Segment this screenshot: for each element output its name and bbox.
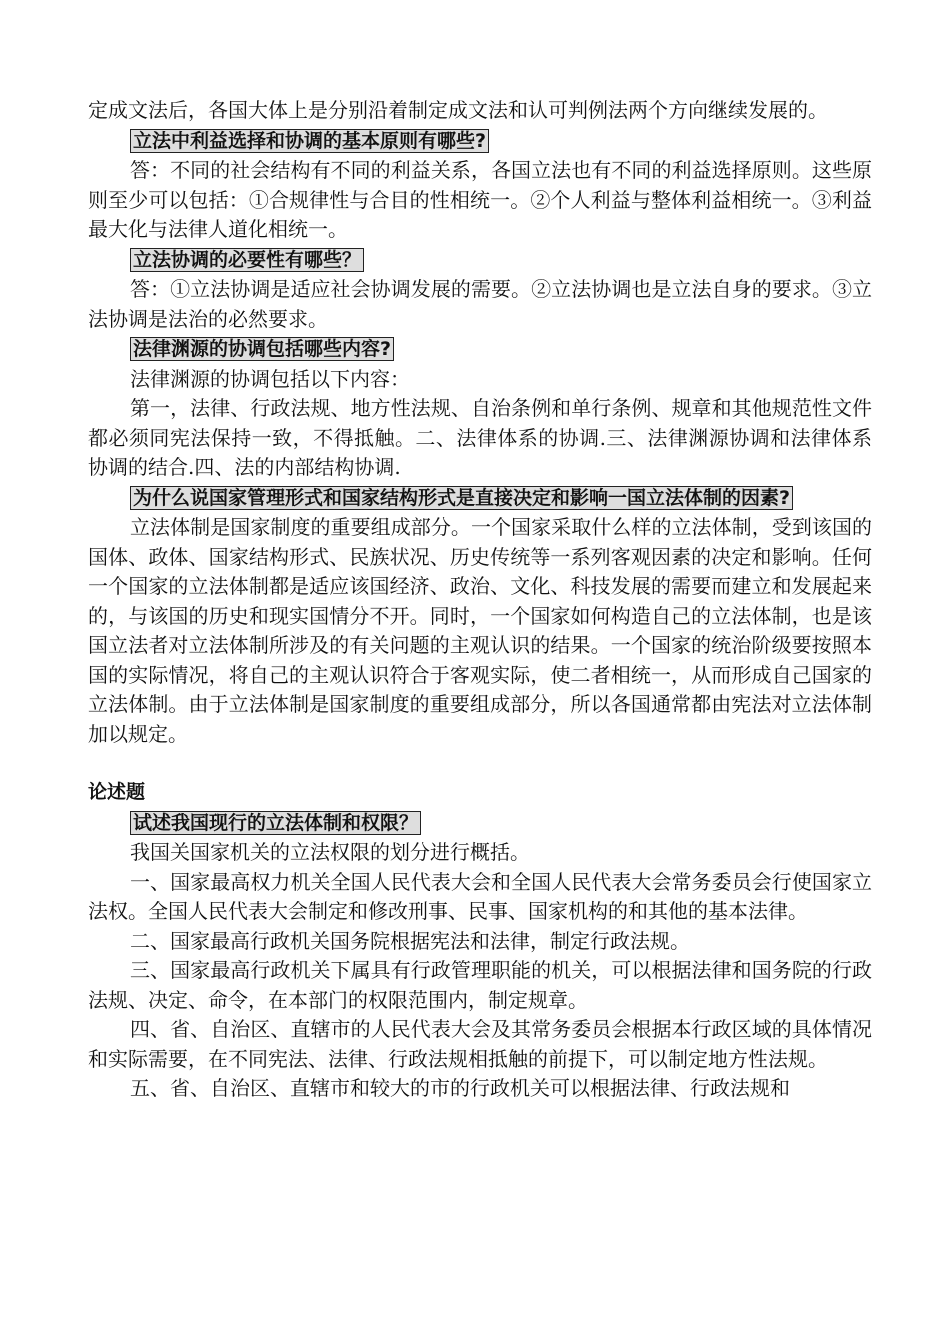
answer-paragraph: 一、国家最高权力机关全国人民代表大会和全国人民代表大会常务委员会行使国家立法权。全国人民代表大会制定和修改刑事、民事、国家机构的和其他的基本法律。 (88, 869, 872, 923)
answer-paragraph: 第一，法律、行政法规、地方性法规、自治条例和单行条例、规章和其他规范性文件都必须同宪法保持一致，不得抵触。二、法律体系的协调.三、法律渊源协调和法律体系协调的结合.四、法的内部结构协调. (88, 396, 872, 479)
paragraph-continued: 定成文法后，各国大体上是分别沿着制定成文法和认可判例法两个方向继续发展的。 (88, 98, 828, 122)
answer-paragraph: 立法体制是国家制度的重要组成部分。一个国家采取什么样的立法体制，受到该国的国体、政体、国家结构形式、民族状况、历史传统等一系列客观因素的决定和影响。任何一个国家的立法体制都是适应该国经济、政治、文化、科技发展的需要而建立和发展起来的，与该国的历史和现实国情分不开。同时，一个国家如何构造自己的立法体制，也是该国立法者对立法体制所涉及的有关问题的主观认识的结果。一个国家的统治阶级要按照本国的实际情况，将自己的主观认识符合于客观实际，使二者相统一，从而形成自己国家的立法体制。由于立法体制是国家制度的重要组成部分，所以各国通常都由宪法对立法体制加以规定。 (88, 515, 872, 746)
answer-paragraph: 二、国家最高行政机关国务院根据宪法和法律，制定行政法规。 (130, 928, 690, 953)
answer-paragraph: 答：①立法协调是适应社会协调发展的需要。②立法协调也是立法自身的要求。③立法协调是法治的必然要求。 (88, 277, 872, 331)
answer-paragraph: 四、省、自治区、直辖市的人民代表大会及其常务委员会根据本行政区域的具体情况和实际需要，在不同宪法、法律、行政法规相抵触的前提下，可以制定地方性法规。 (88, 1017, 872, 1071)
question-label: 立法协调的必要性有哪些？ (130, 248, 364, 272)
section-title: 论述题 (88, 781, 146, 803)
question-heading (130, 126, 872, 157)
answer-paragraph: 我国关国家机关的立法权限的划分进行概括。 (130, 840, 530, 864)
answer-paragraph: 五、省、自治区、直辖市和较大的市的行政机关可以根据法律、行政法规和 (130, 1076, 790, 1100)
question-heading (130, 808, 872, 839)
answer-paragraph: 法律渊源的协调包括以下内容： (130, 366, 410, 391)
question-heading (130, 245, 872, 276)
question-label: 为什么说国家管理形式和国家结构形式是直接决定和影响一国立法体制的因素? (130, 486, 793, 510)
question-heading (88, 483, 872, 514)
document-page (88, 96, 872, 1104)
question-label: 立法中利益选择和协调的基本原则有哪些? (130, 129, 489, 153)
answer-paragraph: 答：不同的社会结构有不同的利益关系，各国立法也有不同的利益选择原则。这些原则至少可以包括：①合规律性与合目的性相统一。②个人利益与整体利益相统一。③利益最大化与法律人道化相统一。 (88, 158, 872, 241)
answer-paragraph: 三、国家最高行政机关下属具有行政管理职能的机关，可以根据法律和国务院的行政法规、决定、命令，在本部门的权限范围内，制定规章。 (88, 958, 872, 1012)
question-label: 试述我国现行的立法体制和权限？ (130, 811, 421, 835)
question-heading (130, 334, 872, 365)
question-label: 法律渊源的协调包括哪些内容? (130, 337, 394, 361)
